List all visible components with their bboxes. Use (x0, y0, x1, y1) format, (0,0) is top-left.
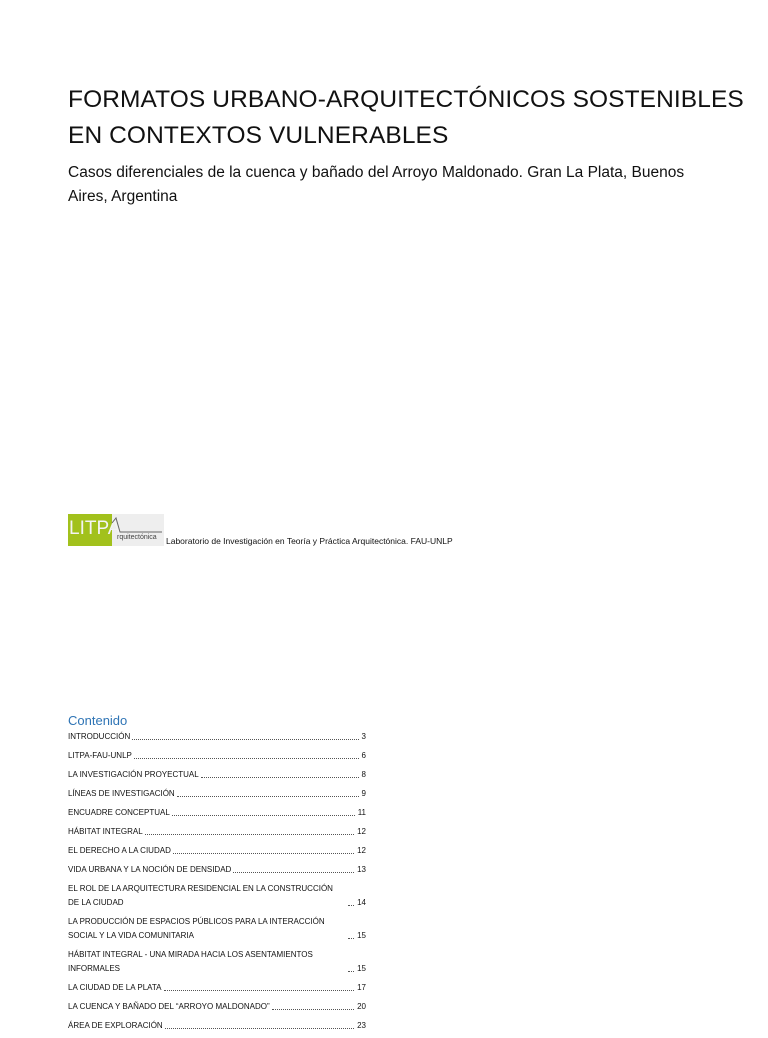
toc-entry-page: 15 (357, 964, 366, 973)
toc-entry[interactable] (68, 806, 366, 820)
toc-entry[interactable] (68, 787, 366, 801)
toc-entry-label: LITPA-FAU-UNLP (68, 751, 132, 760)
toc-entry[interactable] (68, 825, 366, 839)
toc-entry-page: 9 (361, 789, 366, 798)
toc-leader (348, 905, 354, 906)
toc-entry[interactable] (68, 915, 366, 943)
toc-entry-label: EL DERECHO A LA CIUDAD (68, 846, 171, 855)
toc-entry-page: 13 (357, 865, 366, 874)
toc-entry-label: HÁBITAT INTEGRAL - UNA MIRADA HACIA LOS ASENTAMIENTOS INFORMALES (68, 950, 313, 973)
toc-entry[interactable] (68, 730, 366, 744)
toc-entry-label: LA INVESTIGACIÓN PROYECTUAL (68, 770, 199, 779)
toc-entry-page: 12 (357, 827, 366, 836)
toc-entry[interactable] (68, 981, 366, 995)
toc-leader (173, 853, 354, 854)
toc-entry-label: LA CIUDAD DE LA PLATA (68, 983, 162, 992)
toc-entry[interactable] (68, 863, 366, 877)
toc-entry-label: INTRODUCCIÓN (68, 732, 131, 741)
toc-entry[interactable] (68, 882, 366, 910)
litpa-logo (68, 514, 164, 546)
toc-leader (177, 796, 359, 797)
toc-leader (233, 872, 354, 873)
toc-leader (172, 815, 355, 816)
toc-leader (145, 834, 354, 835)
toc-leader (348, 971, 354, 972)
toc-entry[interactable] (68, 749, 366, 763)
toc-entry-page: 15 (357, 931, 366, 940)
toc-entry-page: 11 (357, 808, 366, 817)
toc-entry-label: LA PRODUCCIÓN DE ESPACIOS PÚBLICOS PARA LA INTERACCIÓN SOCIAL Y LA VIDA COMUNITARIA (68, 917, 325, 940)
toc-entry-label: VIDA URBANA Y LA NOCIÓN DE DENSIDAD (68, 865, 232, 874)
toc-entry-page: 6 (361, 751, 366, 760)
toc-entry[interactable] (68, 844, 366, 858)
toc-entry-label: HÁBITAT INTEGRAL (68, 827, 143, 836)
logo-wordmark: LITPA (69, 518, 121, 539)
toc-entry-page: 3 (361, 732, 366, 741)
document-title: FORMATOS URBANO-ARQUITECTÓNICOS SOSTENIBLES EN CONTEXTOS VULNERABLES (68, 86, 744, 149)
table-of-contents (68, 730, 366, 1038)
toc-entry[interactable] (68, 768, 366, 782)
toc-entry[interactable] (68, 948, 366, 976)
toc-leader (132, 739, 358, 740)
toc-entry-page: 20 (357, 1002, 366, 1011)
toc-entry-page: 23 (357, 1021, 366, 1030)
institution-block (68, 512, 453, 546)
toc-leader (348, 938, 354, 939)
toc-entry-label: EL ROL DE LA ARQUITECTURA RESIDENCIAL EN LA CONSTRUCCIÓN DE LA CIUDAD (68, 884, 333, 907)
toc-entry-label: LÍNEAS DE INVESTIGACIÓN (68, 789, 175, 798)
toc-leader (164, 990, 355, 991)
document-subtitle: Casos diferenciales de la cuenca y bañado del Arroyo Maldonado. Gran La Plata, Buenos Aires, Argentina (68, 164, 685, 205)
toc-entry-label: LA CUENCA Y BAÑADO DEL “ARROYO MALDONADO” (68, 1002, 270, 1011)
toc-leader (165, 1028, 354, 1029)
toc-leader (201, 777, 359, 778)
toc-heading: Contenido (68, 713, 128, 728)
toc-entry-page: 14 (357, 898, 366, 907)
toc-entry-label: ENCUADRE CONCEPTUAL (68, 808, 170, 817)
toc-entry-page: 12 (357, 846, 366, 855)
toc-entry-page: 8 (361, 770, 366, 779)
toc-entry-page: 17 (357, 983, 366, 992)
toc-entry[interactable] (68, 1019, 366, 1033)
toc-leader (272, 1009, 354, 1010)
logo-subtext: rquitectónica (117, 534, 157, 541)
laboratory-caption: Laboratorio de Investigación en Teoría y Práctica Arquitectónica. FAU-UNLP (166, 536, 453, 546)
toc-entry-label: ÁREA DE EXPLORACIÓN (68, 1021, 163, 1030)
toc-entry[interactable] (68, 1000, 366, 1014)
toc-leader (134, 758, 359, 759)
